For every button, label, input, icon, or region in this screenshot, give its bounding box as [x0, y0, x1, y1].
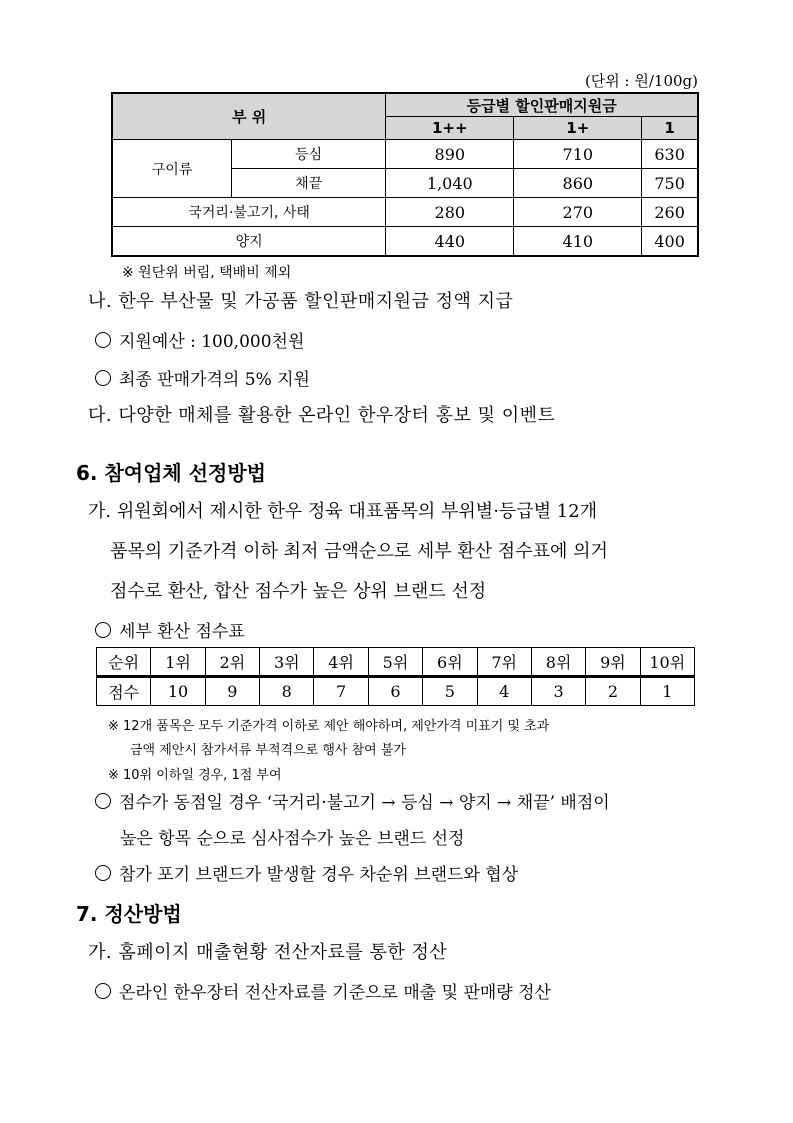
bullet-tie — [95, 788, 610, 813]
value-cell: 280 — [386, 198, 514, 227]
value-cell: 260 — [642, 198, 698, 227]
value-cell: 860 — [514, 169, 642, 198]
rank-cell: 4위 — [314, 648, 368, 677]
part-label: 등심 — [232, 140, 386, 169]
rank-cell: 1위 — [151, 648, 205, 677]
bullet-text: 최종 판매가격의 5% 지원 — [119, 370, 310, 390]
rank-cell: 6위 — [423, 648, 477, 677]
score-cell: 7 — [314, 677, 368, 706]
score-cell: 10 — [151, 677, 205, 706]
section-6-heading: 6. 참여업체 선정방법 — [76, 461, 266, 485]
circle-bullet-icon — [95, 332, 111, 348]
header-part: 부 위 — [112, 93, 386, 140]
value-cell: 890 — [386, 140, 514, 169]
value-cell: 750 — [642, 169, 698, 198]
bullet-text: 지원예산 : 100,000천원 — [119, 332, 305, 352]
note-rounding: ※ 원단위 버림, 택배비 제외 — [122, 265, 292, 281]
value-cell: 1,040 — [386, 169, 514, 198]
value-cell: 710 — [514, 140, 642, 169]
score-label: 점수 — [97, 677, 151, 706]
part-label: 채끝 — [232, 169, 386, 198]
discount-table — [111, 92, 699, 257]
bullet-forfeit — [95, 860, 518, 885]
item-na: 나. 한우 부산물 및 가공품 할인판매지원금 정액 지급 — [88, 291, 514, 312]
grade-header: 1+ — [514, 117, 642, 140]
circle-bullet-icon — [95, 865, 111, 881]
sec6-paragraph-line: 가. 위원회에서 제시한 한우 정육 대표품목의 부위별·등급별 12개 — [88, 501, 598, 522]
note-proposal: ※ 12개 품목은 모두 기준가격 이하로 제안 해야하며, 제안가격 미표기 및 초과 — [108, 719, 550, 734]
rank-cell: 5위 — [368, 648, 422, 677]
part-label: 양지 — [112, 227, 386, 257]
unit-note: (단위 : 원/100g) — [584, 72, 698, 90]
score-cell: 9 — [205, 677, 259, 706]
value-cell: 400 — [642, 227, 698, 257]
sec6-paragraph-line: 품목의 기준가격 이하 최저 금액순으로 세부 환산 점수표에 의거 — [110, 541, 608, 562]
grade-header: 1 — [642, 117, 698, 140]
sec7-item-ga: 가. 홈페이지 매출현황 전산자료를 통한 정산 — [88, 942, 448, 963]
rank-label: 순위 — [97, 648, 151, 677]
score-cell: 4 — [477, 677, 531, 706]
item-da: 다. 다양한 매체를 활용한 온라인 한우장터 홍보 및 이벤트 — [88, 405, 556, 426]
bullet-support — [95, 365, 310, 390]
rank-cell: 8위 — [531, 648, 585, 677]
score-cell: 5 — [423, 677, 477, 706]
bullet-tie-cont: 높은 항목 순으로 심사점수가 높은 브랜드 선정 — [120, 829, 465, 849]
part-label: 국거리·불고기, 사태 — [112, 198, 386, 227]
score-cell: 6 — [368, 677, 422, 706]
value-cell: 270 — [514, 198, 642, 227]
bullet-budget — [95, 327, 304, 352]
value-cell: 630 — [642, 140, 698, 169]
circle-bullet-icon — [95, 370, 111, 386]
header-group: 등급별 할인판매지원금 — [386, 93, 698, 117]
bullet-settlement — [95, 978, 551, 1003]
value-cell: 410 — [514, 227, 642, 257]
circle-bullet-icon — [95, 983, 111, 999]
score-cell: 3 — [531, 677, 585, 706]
rank-cell: 10위 — [640, 648, 694, 677]
rank-cell: 7위 — [477, 648, 531, 677]
value-cell: 440 — [386, 227, 514, 257]
score-table-title — [95, 617, 245, 642]
circle-bullet-icon — [95, 793, 111, 809]
bullet-text: 참가 포기 브랜드가 발생할 경우 차순위 브랜드와 협상 — [119, 865, 519, 885]
rank-cell: 2위 — [205, 648, 259, 677]
rank-cell: 3위 — [260, 648, 314, 677]
score-cell: 2 — [586, 677, 640, 706]
bullet-text: 온라인 한우장터 전산자료를 기준으로 매출 및 판매량 정산 — [119, 983, 551, 1003]
rank-cell: 9위 — [586, 648, 640, 677]
note-rank: ※ 10위 이하일 경우, 1점 부여 — [108, 768, 282, 783]
group-label: 구이류 — [112, 140, 232, 198]
score-cell: 8 — [260, 677, 314, 706]
note-proposal-cont: 금액 제안시 참가서류 부적격으로 행사 참여 불가 — [130, 743, 406, 758]
bullet-text: 점수가 동점일 경우 ‘국거리·불고기 → 등심 → 양지 → 채끝’ 배점이 — [119, 793, 610, 813]
circle-bullet-icon — [95, 622, 111, 638]
section-7-heading: 7. 정산방법 — [76, 902, 182, 926]
sec6-paragraph-line: 점수로 환산, 합산 점수가 높은 상위 브랜드 선정 — [110, 581, 487, 602]
grade-header: 1++ — [386, 117, 514, 140]
score-table — [96, 647, 695, 706]
score-cell: 1 — [640, 677, 694, 706]
bullet-text: 세부 환산 점수표 — [119, 622, 245, 642]
